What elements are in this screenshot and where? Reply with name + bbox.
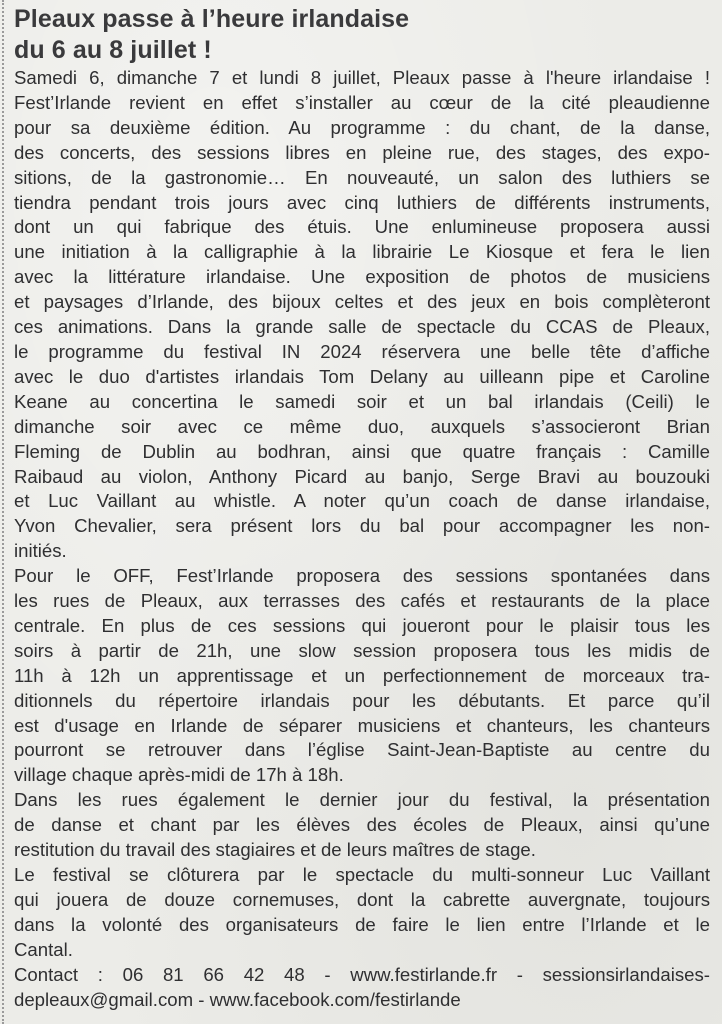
article-text-line: et paysages d’Irlande, des bijoux celtes et des jeux en bois complèteront [14, 291, 710, 313]
article-text-line: tiendra pendant trois jours avec cinq luthiers de différents instruments, [14, 191, 710, 213]
article-text-line: soirs à partir de 21h, une slow session proposera tous les midis de [14, 639, 710, 661]
article-text-line: avec le duo d'artistes irlandais Tom Delany au uilleann pipe et Caroline [14, 365, 710, 387]
article-text-line: 11h à 12h un apprentissage et un perfectionnement de morceaux tra- [14, 664, 710, 686]
article-text-line: avec la littérature irlandaise. Une exposition de photos de musiciens [14, 266, 710, 288]
article-text-line: une initiation à la calligraphie à la librairie Le Kiosque et fera le lien [14, 241, 710, 263]
article [14, 4, 710, 1012]
article-text-line: village chaque après-midi de 17h à 18h. [14, 764, 344, 786]
article-text-line: de danse et chant par les élèves des écoles de Pleaux, ainsi qu’une [14, 814, 710, 836]
article-text-line: initiés. [14, 540, 67, 562]
headline [14, 4, 710, 66]
article-text-line: Raibaud au violon, Anthony Picard au banjo, Serge Bravi au bouzouki [14, 465, 710, 487]
article-text-line: dans la volonté des organisateurs de faire le lien entre l’Irlande et le [14, 913, 710, 935]
article-text-line: ces animations. Dans la grande salle de spectacle du CCAS de Pleaux, [14, 316, 710, 338]
article-text-line: depleaux@gmail.com - www.facebook.com/festirlande [14, 988, 461, 1010]
article-text-line: Keane au concertina le samedi soir et un bal irlandais (Ceili) le [14, 390, 710, 412]
article-text-line: centrale. En plus de ces sessions qui joueront pour le plaisir tous les [14, 614, 710, 636]
article-text-line: Contact : 06 81 66 42 48 - www.festirlande.fr - sessionsirlandaises- [14, 963, 710, 985]
headline-line: du 6 au 8 juillet ! [14, 36, 212, 64]
article-text-line: qui jouera de douze cornemuses, dont la cabrette auvergnate, toujours [14, 888, 710, 910]
article-text-line: Pour le OFF, Fest’Irlande proposera des sessions spontanées dans [14, 565, 710, 587]
article-text-line: Dans les rues également le dernier jour du festival, la présentation [14, 789, 710, 811]
article-text-line: pour sa deuxième édition. Au programme : du chant, de la danse, [14, 116, 710, 138]
article-text-line: sitions, de la gastronomie… En nouveauté, un salon des luthiers se [14, 166, 710, 188]
dotted-column-rule [2, 0, 4, 1024]
article-text-line: Cantal. [14, 938, 73, 960]
article-text-line: et Luc Vaillant au whistle. A noter qu’un coach de danse irlandaise, [14, 490, 710, 512]
article-body [14, 66, 710, 1012]
article-text-line: des concerts, des sessions libres en pleine rue, des stages, des expo- [14, 141, 710, 163]
article-text-line: le programme du festival IN 2024 réservera une belle tête d’affiche [14, 340, 710, 362]
article-text-line: Le festival se clôturera par le spectacle du multi-sonneur Luc Vaillant [14, 864, 710, 885]
article-text-line: Yvon Chevalier, sera présent lors du bal pour accompagner les non- [14, 515, 710, 537]
article-text-line: dimanche soir avec ce même duo, auxquels s’associeront Brian [14, 415, 710, 437]
article-text-line: est d'usage en Irlande de séparer musiciens et chanteurs, les chanteurs [14, 714, 710, 736]
article-text-line: Fleming de Dublin au bodhran, ainsi que quatre français : Camille [14, 440, 710, 462]
article-text-line: dont un qui fabrique des étuis. Une enlumineuse proposera aussi [14, 216, 710, 238]
article-text-line: ditionnels du répertoire irlandais pour les débutants. Et parce qu’il [14, 689, 710, 711]
article-text-line: Samedi 6, dimanche 7 et lundi 8 juillet, Pleaux passe à l'heure irlandaise ! [14, 67, 710, 88]
article-text-line: Fest’Irlande revient en effet s’installer au cœur de la cité pleaudienne [14, 91, 710, 113]
article-text-line: restitution du travail des stagiaires et de leurs maîtres de stage. [14, 839, 536, 861]
article-text-line: pourront se retrouver dans l’église Saint-Jean-Baptiste au centre du [14, 739, 710, 761]
article-text-line: les rues de Pleaux, aux terrasses des cafés et restaurants de la place [14, 590, 710, 612]
headline-line: Pleaux passe à l’heure irlandaise [14, 5, 410, 33]
